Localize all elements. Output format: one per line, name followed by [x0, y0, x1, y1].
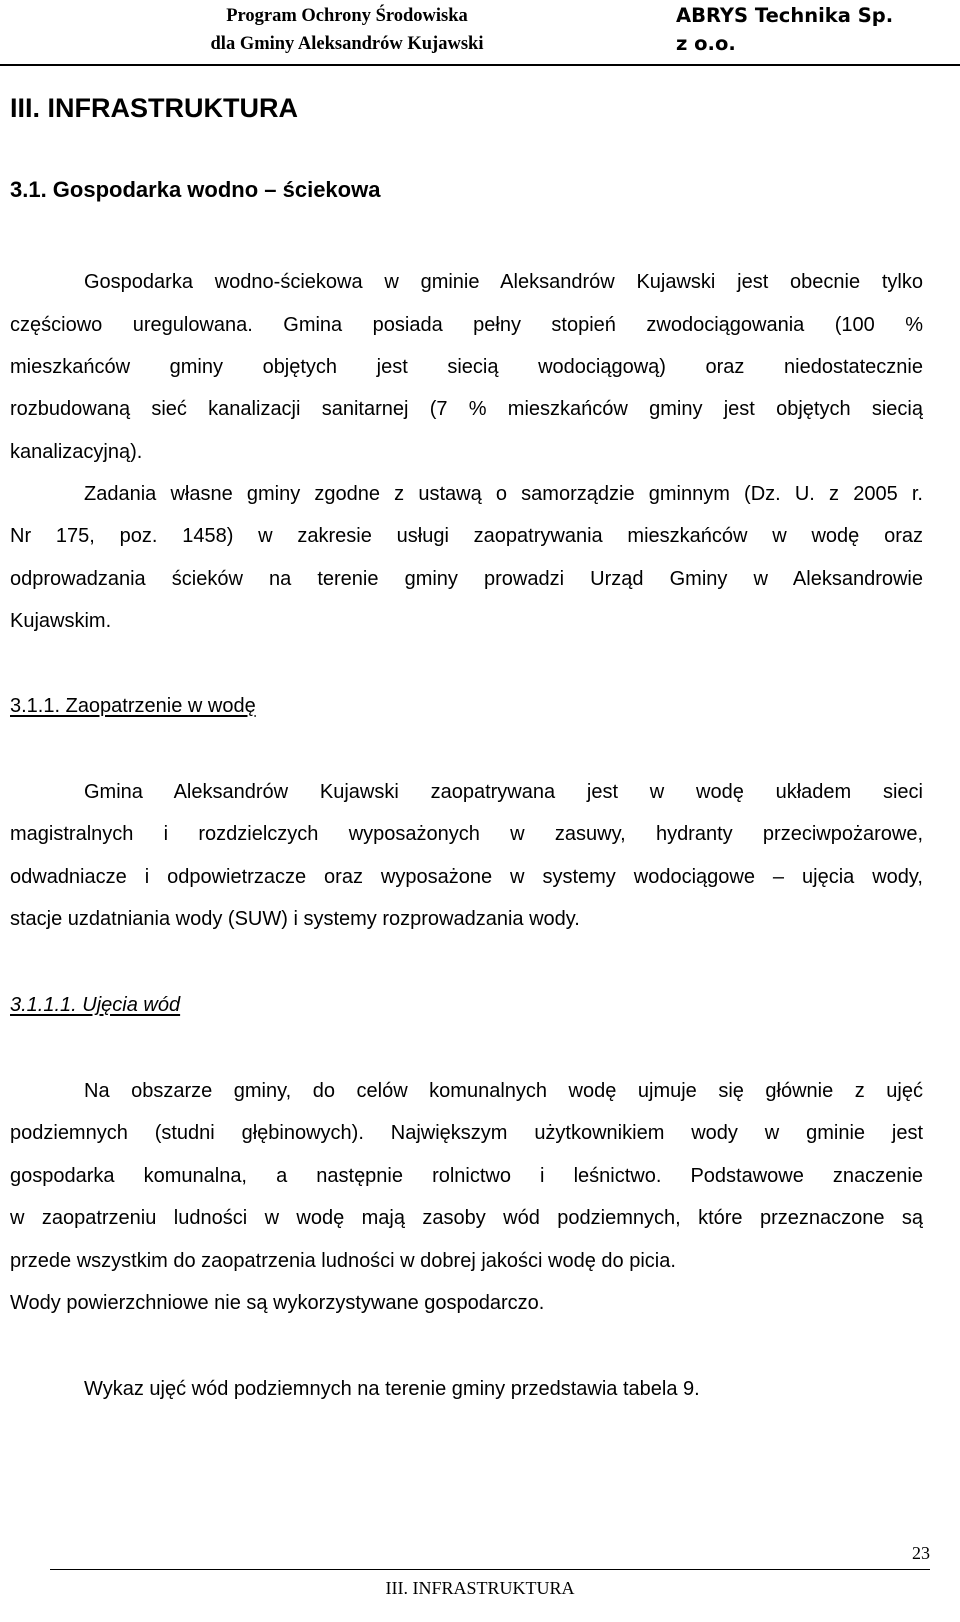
paragraph-line: kanalizacyjną). — [10, 441, 143, 463]
paragraph-line: odwadniacze i odpowietrzacze oraz wyposażone w systemy wodociągowe – ujęcia wody, — [10, 866, 923, 888]
section-title: 3.1. Gospodarka wodno – ściekowa — [10, 177, 381, 202]
paragraph-line: Zadania własne gminy zgodne z ustawą o samorządzie gminnym (Dz. U. z 2005 r. — [84, 483, 923, 505]
header-right-line1: ABRYS Technika Sp. — [676, 4, 894, 27]
paragraph-surface-water: Wody powierzchniowe nie są wykorzystywane gospodarczo. — [10, 1292, 545, 1314]
paragraph-line: stacje uzdatniania wody (SUW) i systemy rozprowadzania wody. — [10, 908, 580, 930]
paragraph-line: magistralnych i rozdzielczych wyposażonych w zasuwy, hydranty przeciwpożarowe, — [10, 823, 923, 845]
footer-divider — [50, 1569, 930, 1570]
paragraph-line: przede wszystkim do zaopatrzenia ludności w dobrej jakości wodę do picia. — [10, 1250, 676, 1272]
header-right-line2: z o.o. — [676, 32, 736, 55]
paragraph-line: w zaopatrzeniu ludności w wodę mają zasoby wód podziemnych, które przeznaczone są — [10, 1207, 923, 1229]
subsection-title: 3.1.1. Zaopatrzenie w wodę — [10, 695, 256, 717]
footer-chapter: III. INFRASTRUKTURA — [385, 1578, 575, 1598]
paragraph-line: Gospodarka wodno-ściekowa w gminie Aleksandrów Kujawski jest obecnie tylko — [84, 271, 923, 293]
paragraph-line: Gmina Aleksandrów Kujawski zaopatrywana jest w wodę układem sieci — [84, 781, 923, 803]
paragraph-line: mieszkańców gminy objętych jest siecią wodociągową) oraz niedostatecznie — [10, 356, 923, 378]
subsubsection-title: 3.1.1.1. Ujęcia wód — [10, 994, 181, 1016]
paragraph-table-reference: Wykaz ujęć wód podziemnych na terenie gminy przedstawia tabela 9. — [84, 1378, 700, 1400]
header-company-name — [676, 2, 936, 58]
paragraph-line: Kujawskim. — [10, 610, 112, 632]
paragraph-line: podziemnych (studni głębinowych). Największym użytkownikiem wody w gminie jest — [10, 1122, 923, 1144]
header-program-title — [172, 2, 522, 58]
paragraph-line: gospodarka komunalna, a następnie rolnictwo i leśnictwo. Podstawowe znaczenie — [10, 1165, 923, 1187]
paragraph-line: częściowo uregulowana. Gmina posiada pełny stopień zwodociągowania (100 % — [10, 314, 923, 336]
page-number: 23 — [912, 1543, 930, 1563]
paragraph-line: Na obszarze gminy, do celów komunalnych wodę ujmuje się głównie z ujęć — [84, 1080, 923, 1102]
chapter-title: III. INFRASTRUKTURA — [10, 93, 298, 123]
paragraph-line: Nr 175, poz. 1458) w zakresie usługi zaopatrywania mieszkańców w wodę oraz — [10, 525, 923, 547]
paragraph-line: rozbudowaną sieć kanalizacji sanitarnej (7 % mieszkańców gminy jest objętych siecią — [10, 398, 923, 420]
header-left-line1: Program Ochrony Środowiska — [226, 6, 468, 26]
header-divider — [0, 64, 960, 66]
paragraph-line: odprowadzania ścieków na terenie gminy prowadzi Urząd Gminy w Aleksandrowie — [10, 568, 923, 590]
header-left-line2: dla Gminy Aleksandrów Kujawski — [210, 34, 484, 54]
